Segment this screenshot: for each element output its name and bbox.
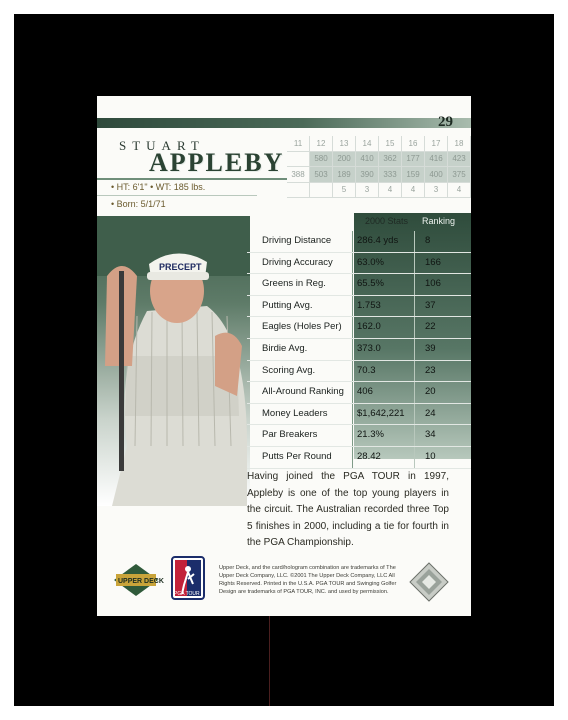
stat-label: All-Around Ranking bbox=[262, 386, 344, 398]
stat-row bbox=[247, 274, 471, 296]
column-divider bbox=[414, 253, 415, 274]
height-weight: • HT: 6'1" • WT: 185 lbs. bbox=[111, 182, 206, 192]
stat-row bbox=[247, 447, 471, 469]
column-divider bbox=[352, 382, 353, 403]
scorecard-cell: 3 bbox=[425, 183, 448, 199]
hologram-icon bbox=[409, 562, 449, 602]
stat-row bbox=[247, 404, 471, 426]
stat-value: 28.42 bbox=[357, 450, 381, 462]
scorecard-cell: 503 bbox=[310, 167, 333, 183]
scorecard-cell: 375 bbox=[448, 167, 471, 183]
stat-label: Birdie Avg. bbox=[262, 342, 308, 354]
scorecard-cell: 13 bbox=[333, 136, 356, 152]
column-divider bbox=[414, 339, 415, 360]
column-divider bbox=[352, 425, 353, 446]
scorecard-grid bbox=[287, 136, 471, 198]
column-divider bbox=[352, 231, 353, 252]
column-divider bbox=[414, 425, 415, 446]
scorecard-cell: 200 bbox=[333, 152, 356, 168]
upper-deck-logo bbox=[114, 564, 164, 596]
golfer-illustration bbox=[97, 216, 250, 506]
stat-value: 1.753 bbox=[357, 299, 381, 311]
stat-row bbox=[247, 425, 471, 447]
scorecard-cell bbox=[287, 152, 310, 168]
scorecard-cell: 15 bbox=[379, 136, 402, 152]
stat-rank: 20 bbox=[425, 386, 436, 398]
stat-value: 65.5% bbox=[357, 278, 384, 290]
stats-table bbox=[247, 231, 471, 469]
scorecard-cell: 333 bbox=[379, 167, 402, 183]
scorecard-cell: 390 bbox=[356, 167, 379, 183]
column-divider bbox=[414, 382, 415, 403]
upper-deck-wordmark: UPPER DECK bbox=[118, 578, 164, 585]
stat-rank: 166 bbox=[425, 256, 441, 268]
stat-label: Money Leaders bbox=[262, 407, 328, 419]
scorecard-cell: 12 bbox=[310, 136, 333, 152]
scorecard-cell: 4 bbox=[379, 183, 402, 199]
scorecard-cell: 159 bbox=[402, 167, 425, 183]
scorecard-cell: 580 bbox=[310, 152, 333, 168]
column-divider bbox=[414, 296, 415, 317]
stat-row bbox=[247, 361, 471, 383]
column-divider bbox=[414, 317, 415, 338]
column-divider bbox=[414, 404, 415, 425]
scan-seam bbox=[269, 616, 270, 706]
scorecard-cell: 3 bbox=[356, 183, 379, 199]
scorecard-cell: 14 bbox=[356, 136, 379, 152]
column-divider bbox=[352, 404, 353, 425]
column-divider bbox=[352, 296, 353, 317]
column-divider bbox=[352, 339, 353, 360]
column-divider bbox=[414, 361, 415, 382]
stat-rank: 106 bbox=[425, 278, 441, 290]
stat-label: Driving Accuracy bbox=[262, 256, 333, 268]
divider-rule bbox=[97, 195, 257, 196]
stat-label: Driving Distance bbox=[262, 235, 332, 246]
scorecard-cell: 410 bbox=[356, 152, 379, 168]
stat-value: 286.4 yds bbox=[357, 235, 399, 246]
stat-rank: 8 bbox=[425, 235, 431, 246]
stat-rank: 23 bbox=[425, 364, 436, 376]
stat-rank: 10 bbox=[425, 450, 436, 462]
scorecard-cell: 11 bbox=[287, 136, 310, 152]
stat-row bbox=[247, 339, 471, 361]
stat-value: 21.3% bbox=[357, 429, 384, 441]
column-divider bbox=[414, 231, 415, 252]
scorecard-cell: 177 bbox=[402, 152, 425, 168]
scorecard-cell: 17 bbox=[425, 136, 448, 152]
stat-label: Eagles (Holes Per) bbox=[262, 321, 342, 333]
stat-value: 406 bbox=[357, 386, 373, 398]
stat-row bbox=[247, 317, 471, 339]
stat-value: $1,642,221 bbox=[357, 407, 405, 419]
scorecard-cell: 416 bbox=[425, 152, 448, 168]
stat-rank: 34 bbox=[425, 429, 436, 441]
player-biography: Having joined the PGA TOUR in 1997, Appleby is one of the top young players in the circuit. The Australian recorded three Top 5 finishes in 2000, including a tie for fourth in the PGA Championship. bbox=[247, 471, 449, 548]
scorecard-cell bbox=[310, 183, 333, 199]
scorecard-cell: 5 bbox=[333, 183, 356, 199]
scorecard-cell: 16 bbox=[402, 136, 425, 152]
stat-rank: 39 bbox=[425, 342, 436, 354]
column-divider bbox=[352, 253, 353, 274]
stat-label: Par Breakers bbox=[262, 429, 318, 441]
stat-row bbox=[247, 296, 471, 318]
header-band bbox=[97, 118, 471, 128]
column-divider bbox=[352, 274, 353, 295]
player-photo bbox=[97, 216, 250, 506]
stat-rank: 37 bbox=[425, 299, 436, 311]
stat-value: 63.0% bbox=[357, 256, 384, 268]
scorecard-cell: 4 bbox=[448, 183, 471, 199]
pga-tour-wordmark: PGA TOUR bbox=[174, 591, 200, 597]
stat-label: Greens in Reg. bbox=[262, 278, 326, 290]
scorecard-cell bbox=[287, 183, 310, 199]
column-divider bbox=[414, 447, 415, 468]
column-divider bbox=[414, 274, 415, 295]
column-divider bbox=[352, 361, 353, 382]
scorecard-cell: 400 bbox=[425, 167, 448, 183]
stat-label: Scoring Avg. bbox=[262, 364, 316, 376]
scorecard-cell: 189 bbox=[333, 167, 356, 183]
column-divider bbox=[352, 447, 353, 468]
scorecard-cell: 388 bbox=[287, 167, 310, 183]
pga-tour-logo bbox=[172, 557, 204, 599]
stat-row bbox=[247, 382, 471, 404]
ranking-column-header: Ranking bbox=[422, 216, 456, 226]
card-number: 29 bbox=[438, 114, 453, 130]
stats-column-header: 2000 Stats bbox=[365, 216, 409, 226]
birth-date: • Born: 5/1/71 bbox=[111, 199, 166, 209]
stat-value: 70.3 bbox=[357, 364, 376, 376]
scorecard-cell: 423 bbox=[448, 152, 471, 168]
legal-notice: Upper Deck, and the card/hologram combination are trademarks of The Upper Deck Company, LLC. ©2001 The Upper Deck Company, LLC All Rights Reserved. Printed in the U.S.A. PGA TOUR and Swinging Golfer Design are trademarks of PGA TOUR, INC. and used by permission. bbox=[219, 565, 397, 595]
stat-rank: 22 bbox=[425, 321, 436, 333]
scorecard-cell: 4 bbox=[402, 183, 425, 199]
player-first-name: STUART bbox=[119, 138, 205, 153]
stat-label: Putts Per Round bbox=[262, 450, 332, 462]
stat-row bbox=[247, 231, 471, 253]
stat-label: Putting Avg. bbox=[262, 299, 313, 311]
stat-rank: 24 bbox=[425, 407, 436, 419]
stat-value: 162.0 bbox=[357, 321, 381, 333]
trading-card-back bbox=[97, 96, 471, 616]
divider-rule bbox=[97, 178, 287, 180]
scorecard-cell: 18 bbox=[448, 136, 471, 152]
scorecard-cell: 362 bbox=[379, 152, 402, 168]
column-divider bbox=[352, 317, 353, 338]
stat-value: 373.0 bbox=[357, 342, 381, 354]
player-last-name: APPLEBY bbox=[149, 148, 285, 177]
cap-logo-text: PRECEPT bbox=[159, 262, 202, 272]
stat-row bbox=[247, 253, 471, 275]
